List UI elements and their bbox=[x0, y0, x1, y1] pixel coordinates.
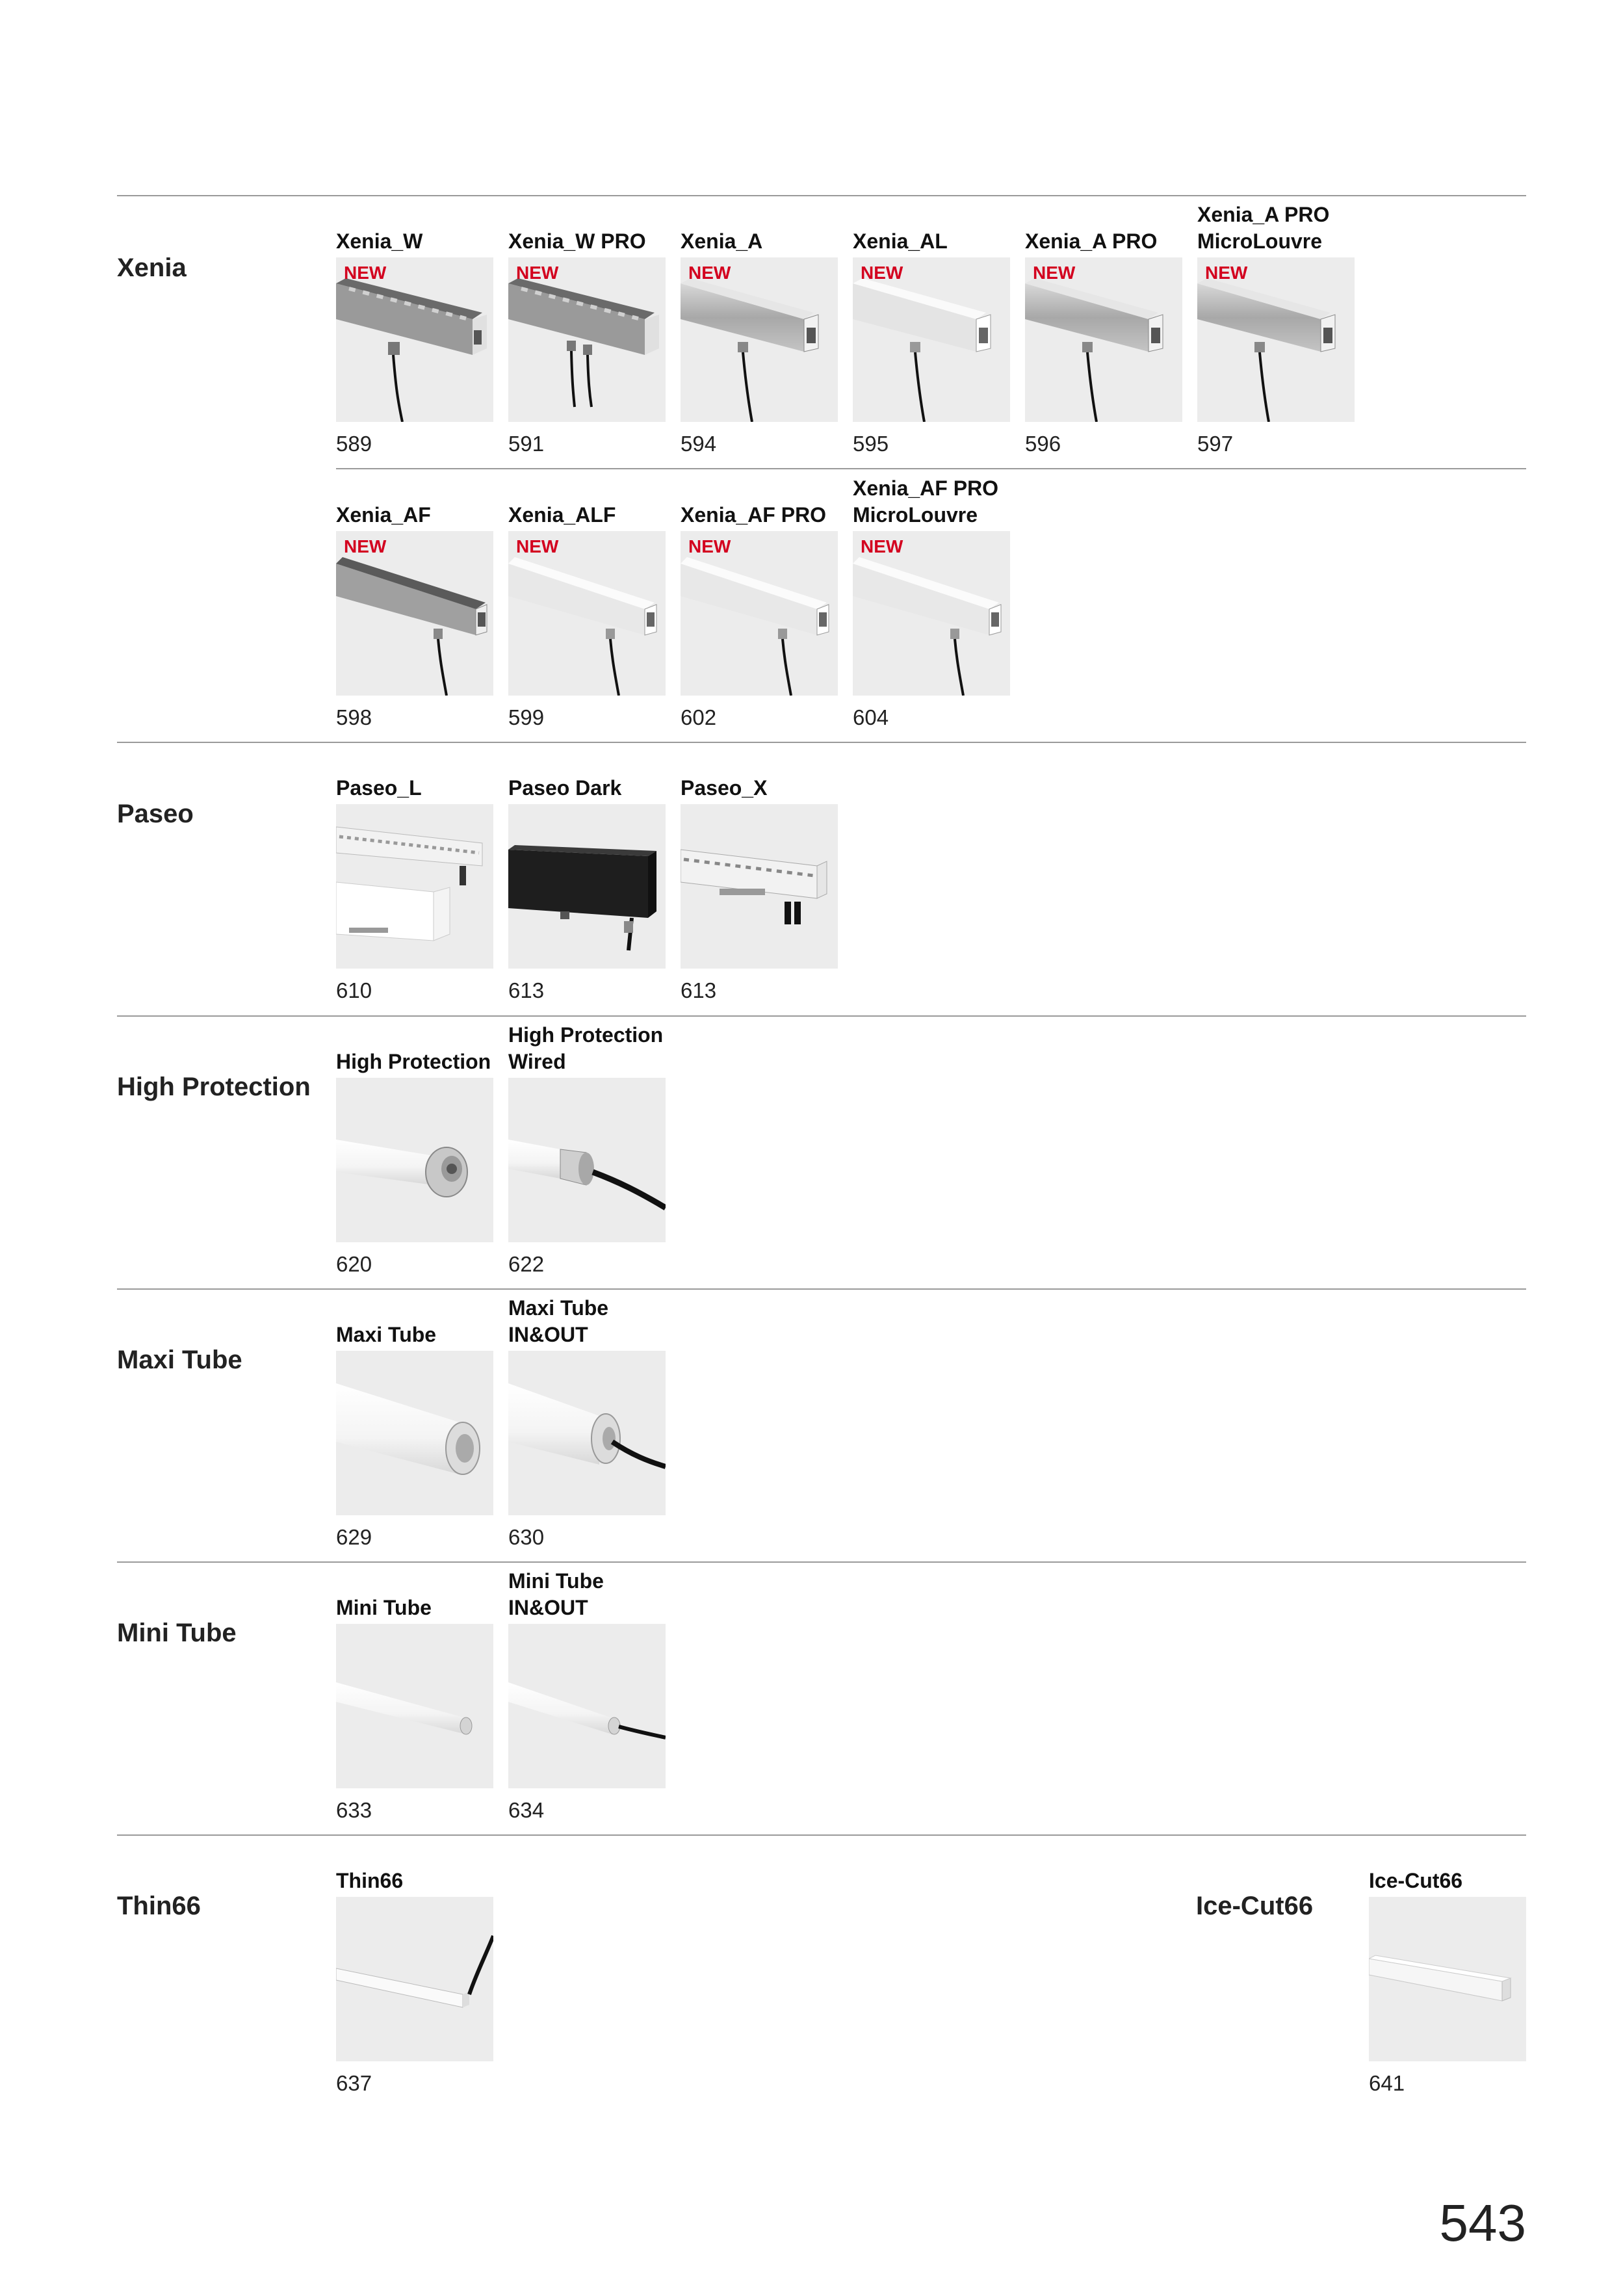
product-image bbox=[336, 1897, 493, 2061]
divider bbox=[117, 1288, 1526, 1290]
divider bbox=[336, 468, 1526, 469]
product-page-number: 594 bbox=[681, 432, 717, 456]
product-page-number: 641 bbox=[1369, 2071, 1405, 2095]
family-label-thin66: Thin66 bbox=[117, 1892, 201, 1920]
product-image bbox=[336, 804, 493, 969]
product-page-number: 591 bbox=[508, 432, 545, 456]
product-name: Xenia_A PRO bbox=[1025, 229, 1158, 253]
tube-luminaire-icon bbox=[508, 1351, 666, 1515]
product-image bbox=[336, 1351, 493, 1515]
product-image bbox=[508, 1624, 666, 1788]
product-name: Maxi Tube bbox=[336, 1323, 437, 1346]
product-name: Paseo_L bbox=[336, 776, 422, 800]
product-name: High Protection Wired bbox=[508, 1023, 664, 1073]
product-page-number: 598 bbox=[336, 705, 372, 729]
product-page-number: 634 bbox=[508, 1798, 545, 1822]
product-name: Paseo Dark bbox=[508, 776, 622, 800]
product-name: Mini Tube IN&OUT bbox=[508, 1569, 604, 1619]
product-image bbox=[336, 531, 493, 696]
tube-luminaire-icon bbox=[508, 1078, 666, 1242]
family-label-paseo: Paseo bbox=[117, 800, 194, 828]
profile-luminaire-icon bbox=[336, 1897, 493, 2061]
new-badge: NEW bbox=[1205, 263, 1248, 283]
tube-luminaire-icon bbox=[508, 1624, 666, 1788]
new-badge: NEW bbox=[688, 536, 731, 556]
tube-luminaire-icon bbox=[336, 1351, 493, 1515]
divider bbox=[117, 195, 1526, 196]
product-image bbox=[681, 531, 838, 696]
product-name: Paseo_X bbox=[681, 776, 768, 800]
product-name: Xenia_W PRO bbox=[508, 229, 646, 253]
product-page-number: 620 bbox=[336, 1252, 372, 1276]
product-page-number: 630 bbox=[508, 1525, 545, 1549]
product-name: High Protection bbox=[336, 1050, 491, 1073]
product-image bbox=[853, 257, 1010, 422]
product-page-number: 602 bbox=[681, 705, 717, 729]
product-page-number: 599 bbox=[508, 705, 545, 729]
new-badge: NEW bbox=[688, 263, 731, 283]
product-image bbox=[1197, 257, 1355, 422]
product-page-number: 633 bbox=[336, 1798, 372, 1822]
product-name: Xenia_AF PRO bbox=[681, 503, 827, 527]
new-badge: NEW bbox=[861, 263, 903, 283]
product-image bbox=[681, 804, 838, 969]
product-page-number: 637 bbox=[336, 2071, 372, 2095]
family-label-mini-tube: Mini Tube bbox=[117, 1619, 237, 1647]
product-name: Xenia_AL bbox=[853, 229, 948, 253]
product-image bbox=[853, 531, 1010, 696]
divider bbox=[117, 1834, 1526, 1836]
product-name: Mini Tube bbox=[336, 1596, 432, 1619]
product-name: Ice-Cut66 bbox=[1369, 1869, 1463, 1892]
product-name: Xenia_ALF bbox=[508, 503, 616, 527]
product-page-number: 622 bbox=[508, 1252, 545, 1276]
product-image bbox=[508, 531, 666, 696]
product-name: Xenia_A PRO MicroLouvre bbox=[1197, 203, 1330, 253]
product-page-number: 595 bbox=[853, 432, 889, 456]
new-badge: NEW bbox=[344, 263, 387, 283]
profile-luminaire-icon bbox=[1369, 1897, 1526, 2061]
family-label-high-protection: High Protection bbox=[117, 1073, 311, 1101]
product-image bbox=[336, 1624, 493, 1788]
product-image bbox=[508, 804, 666, 969]
new-badge: NEW bbox=[344, 536, 387, 556]
product-page-number: 629 bbox=[336, 1525, 372, 1549]
product-name: Xenia_W bbox=[336, 229, 423, 253]
product-name: Xenia_AF bbox=[336, 503, 431, 527]
linear-luminaire-icon bbox=[336, 804, 493, 969]
family-label-maxi-tube: Maxi Tube bbox=[117, 1346, 242, 1374]
product-name: Maxi Tube IN&OUT bbox=[508, 1296, 609, 1346]
product-image bbox=[1369, 1897, 1526, 2061]
linear-luminaire-icon bbox=[508, 804, 666, 969]
product-page-number: 589 bbox=[336, 432, 372, 456]
divider bbox=[117, 1015, 1526, 1017]
product-name: Xenia_AF PRO MicroLouvre bbox=[853, 476, 999, 527]
product-image bbox=[508, 1351, 666, 1515]
family-label-ice-cut66: Ice-Cut66 bbox=[1196, 1892, 1314, 1920]
product-image bbox=[336, 1078, 493, 1242]
divider bbox=[117, 742, 1526, 743]
product-image bbox=[336, 257, 493, 422]
product-image bbox=[1025, 257, 1182, 422]
new-badge: NEW bbox=[516, 263, 559, 283]
product-image bbox=[508, 1078, 666, 1242]
tube-luminaire-icon bbox=[336, 1078, 493, 1242]
product-image bbox=[508, 257, 666, 422]
family-label-xenia: Xenia bbox=[117, 254, 187, 282]
product-page-number: 613 bbox=[681, 978, 717, 1002]
product-page-number: 604 bbox=[853, 705, 889, 729]
new-badge: NEW bbox=[861, 536, 903, 556]
page-number: 543 bbox=[1439, 2194, 1526, 2252]
new-badge: NEW bbox=[1033, 263, 1076, 283]
divider bbox=[117, 1561, 1526, 1563]
product-name: Xenia_A bbox=[681, 229, 763, 253]
product-page-number: 597 bbox=[1197, 432, 1234, 456]
product-page-number: 596 bbox=[1025, 432, 1061, 456]
product-page-number: 610 bbox=[336, 978, 372, 1002]
product-image bbox=[681, 257, 838, 422]
new-badge: NEW bbox=[516, 536, 559, 556]
tube-luminaire-icon bbox=[336, 1624, 493, 1788]
product-name: Thin66 bbox=[336, 1869, 404, 1892]
product-page-number: 613 bbox=[508, 978, 545, 1002]
linear-luminaire-icon bbox=[681, 804, 838, 969]
